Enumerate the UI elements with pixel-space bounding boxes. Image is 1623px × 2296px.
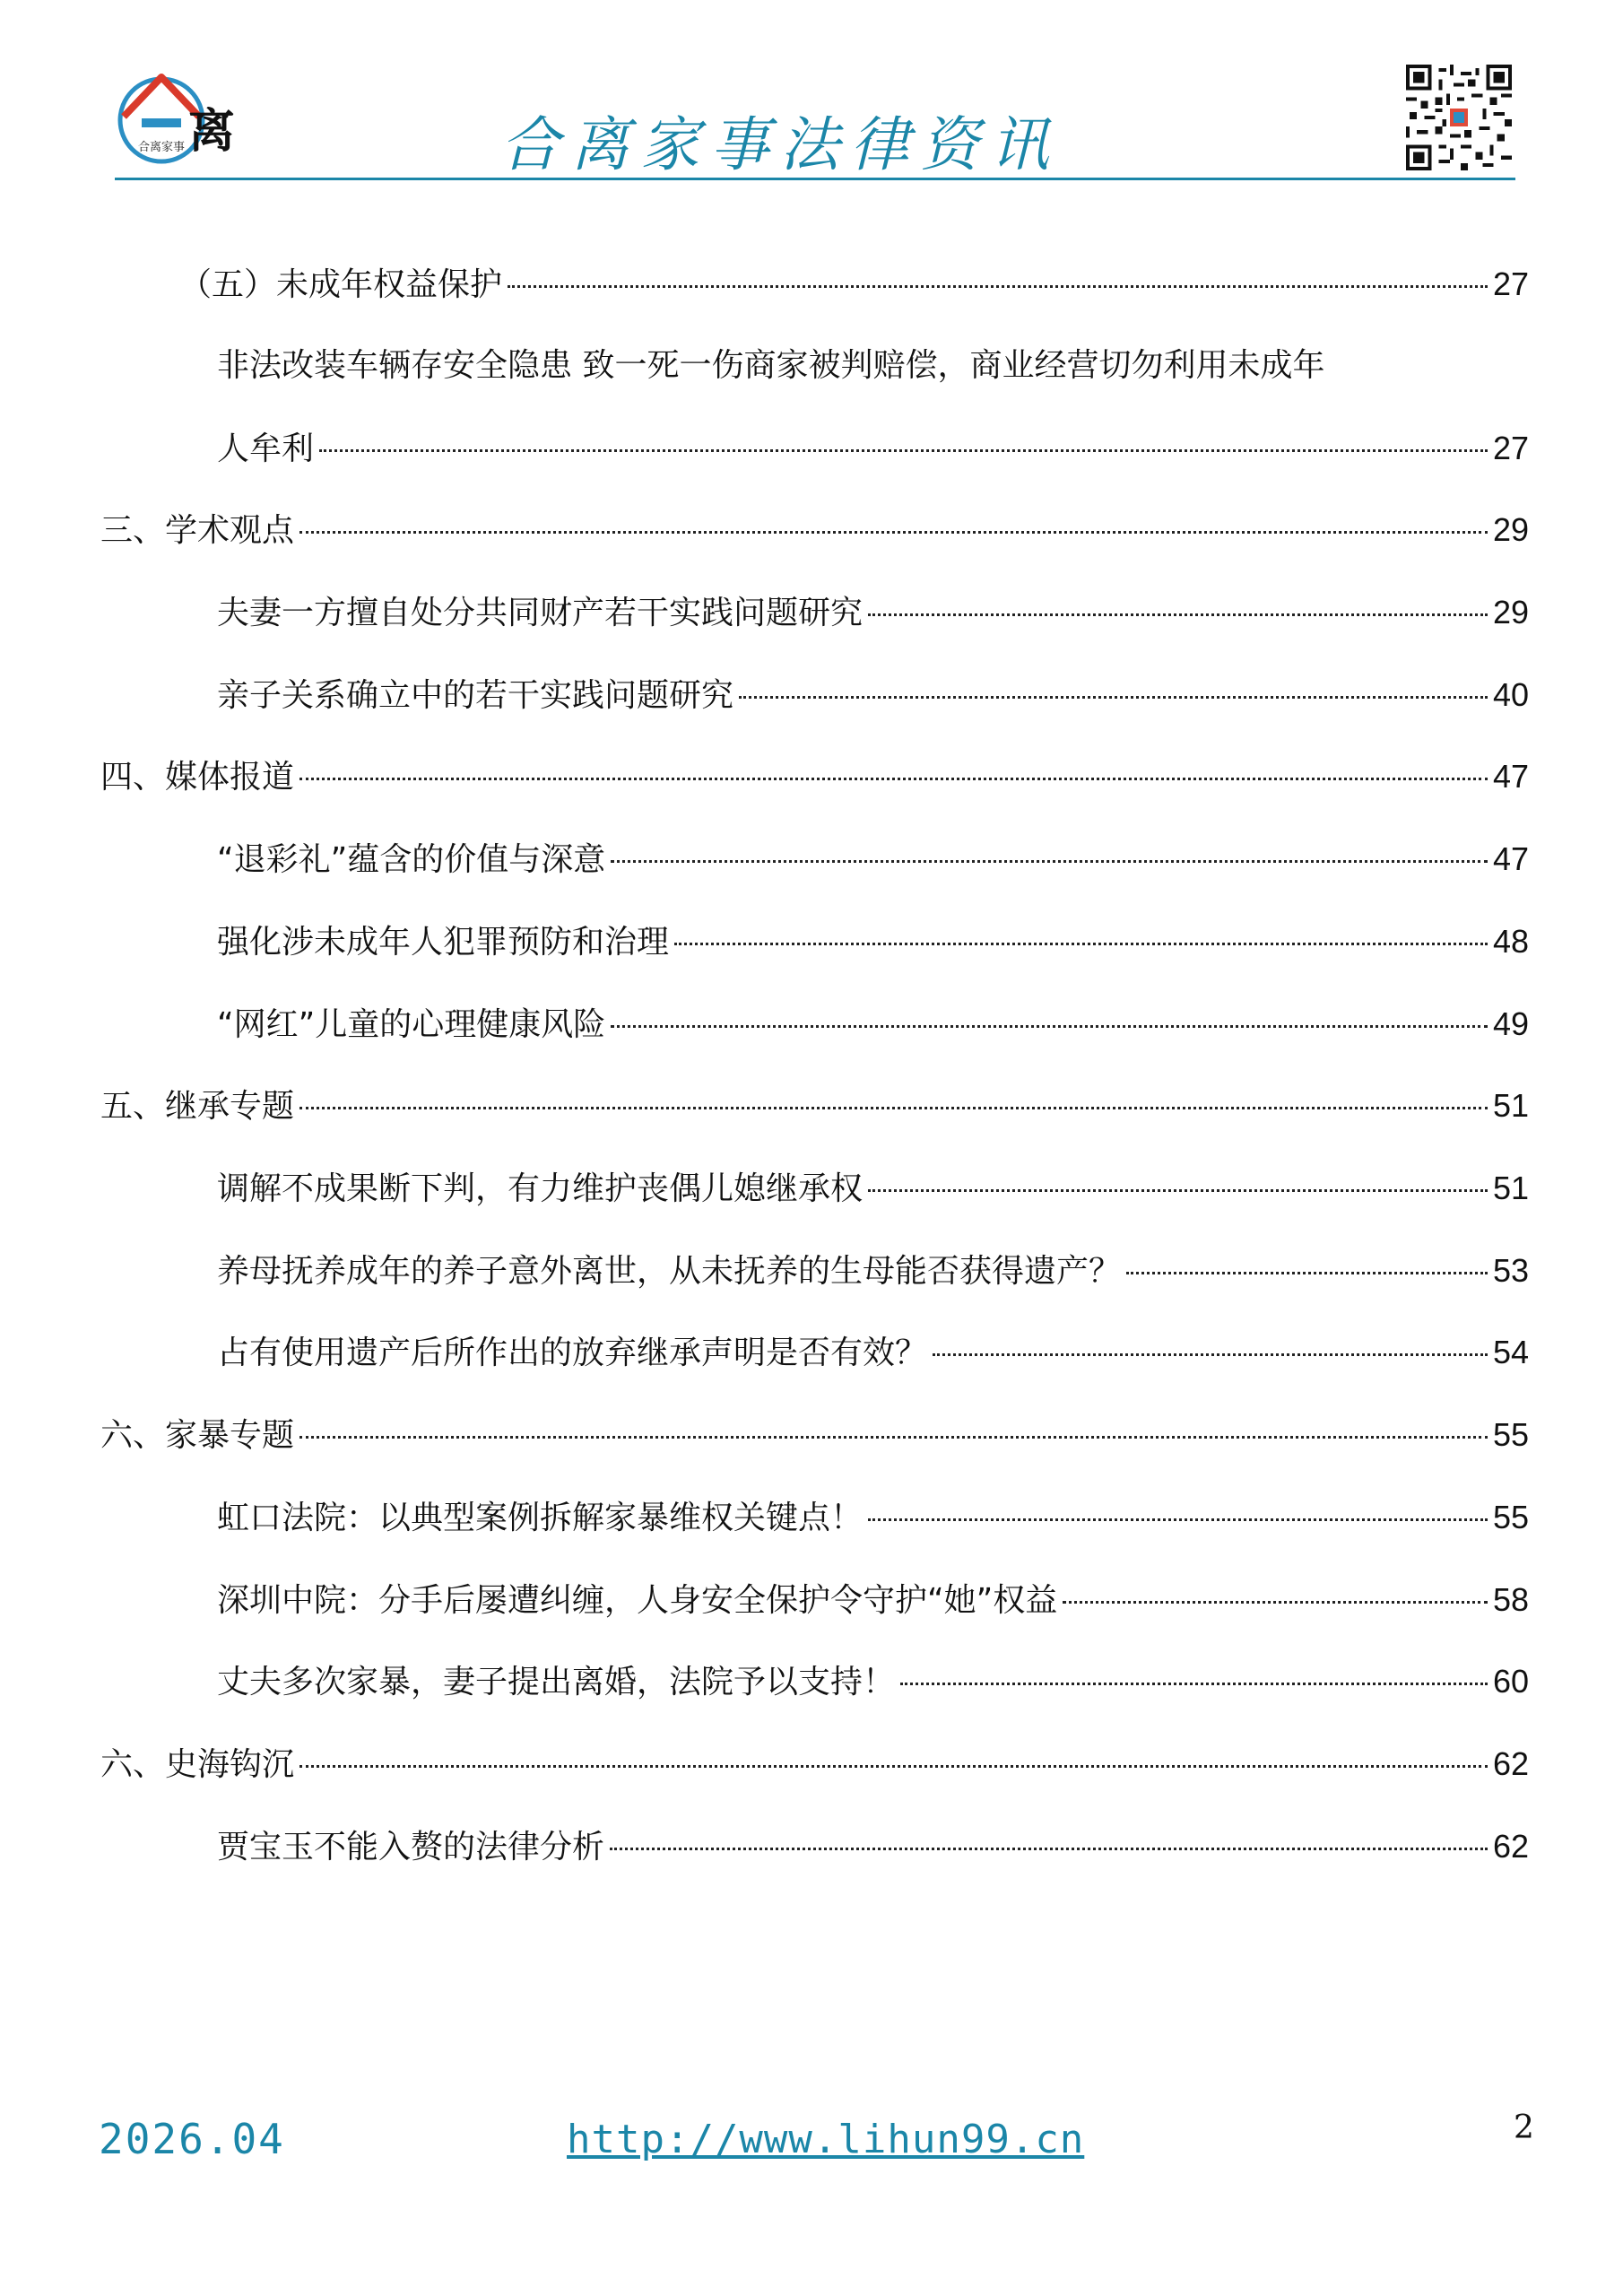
toc-entry-title: 人牟利 xyxy=(217,430,315,467)
toc-entry-title: 贾宝玉不能入赘的法律分析 xyxy=(217,1829,605,1866)
toc-dot-leader xyxy=(1063,1601,1488,1604)
toc-entry-page: 29 xyxy=(1492,594,1529,631)
toc-entry[interactable] xyxy=(217,1820,1529,1874)
toc-section[interactable] xyxy=(100,1737,1529,1791)
toc-entry-title: 占有使用遗产后所作出的放弃继承声明是否有效？ xyxy=(217,1335,928,1371)
toc-dot-leader xyxy=(611,860,1488,863)
toc-entry-title: 夫妻一方擅自处分共同财产若干实践问题研究 xyxy=(217,595,864,631)
toc-entry-page: 49 xyxy=(1492,1005,1529,1042)
toc-entry-page: 27 xyxy=(1492,430,1529,466)
toc-section-title: 五、继承专题 xyxy=(100,1088,295,1125)
qr-code-icon xyxy=(1406,65,1512,170)
toc-entry-page: 51 xyxy=(1492,1087,1529,1124)
svg-text:离: 离 xyxy=(187,105,236,159)
toc-entry-page: 62 xyxy=(1492,1745,1529,1782)
toc-dot-leader xyxy=(933,1353,1488,1356)
toc-entry-page: 53 xyxy=(1492,1252,1529,1289)
toc-entry-page: 58 xyxy=(1492,1581,1529,1618)
toc-entry-page: 47 xyxy=(1492,840,1529,877)
toc-entry-page: 54 xyxy=(1492,1334,1529,1370)
toc-entry-page: 60 xyxy=(1492,1663,1529,1700)
toc-entry[interactable] xyxy=(217,832,1529,886)
publication-title: 合离家事法律资讯 xyxy=(500,110,1060,179)
publication-logo xyxy=(115,65,249,172)
toc-entry[interactable] xyxy=(217,1161,1529,1215)
website-link[interactable]: http://www.lihun99.cn xyxy=(567,2117,1085,2162)
toc-dot-leader xyxy=(611,1025,1488,1028)
toc-entry[interactable] xyxy=(217,915,1529,969)
toc-dot-leader xyxy=(319,449,1488,452)
toc-entry-title: 虹口法院：以典型案例拆解家暴维权关键点！ xyxy=(217,1500,864,1536)
toc-entry[interactable] xyxy=(217,668,1529,722)
toc-dot-leader xyxy=(299,1765,1488,1768)
toc-entry-title: （五）未成年权益保护 xyxy=(179,266,503,303)
toc-dot-leader xyxy=(674,943,1488,945)
toc-entry[interactable] xyxy=(217,586,1529,639)
toc-dot-leader xyxy=(900,1683,1488,1685)
toc-entry-page: 55 xyxy=(1492,1499,1529,1535)
toc-entry-title: 丈夫多次家暴，妻子提出离婚，法院予以支持！ xyxy=(217,1664,896,1700)
toc-entry-page: 51 xyxy=(1492,1170,1529,1206)
toc-section[interactable] xyxy=(100,1408,1529,1462)
toc-entry-title: 养母抚养成年的养子意外离世，从未抚养的生母能否获得遗产？ xyxy=(217,1253,1122,1290)
toc-section-title: 三、学术观点 xyxy=(100,512,295,549)
toc-dot-leader xyxy=(508,285,1488,288)
toc-entry-title: “网红”儿童的心理健康风险 xyxy=(217,1006,606,1043)
toc-section[interactable] xyxy=(100,1079,1529,1133)
toc-dot-leader xyxy=(1126,1272,1488,1274)
toc-entry[interactable] xyxy=(217,422,1529,475)
toc-dot-leader xyxy=(868,1518,1488,1521)
toc-section-title: 四、媒体报道 xyxy=(100,759,295,796)
header-divider xyxy=(115,178,1515,180)
toc-dot-leader xyxy=(299,1436,1488,1439)
toc-entry-page: 29 xyxy=(1492,511,1529,548)
toc-entry[interactable] xyxy=(217,1244,1529,1298)
toc-entry[interactable] xyxy=(217,1655,1529,1709)
toc-dot-leader xyxy=(299,531,1488,534)
toc-entry-page: 27 xyxy=(1492,265,1529,302)
toc-dot-leader xyxy=(868,1189,1488,1192)
toc-section[interactable] xyxy=(100,503,1529,557)
toc-section[interactable] xyxy=(100,750,1529,804)
toc-section-title: 六、家暴专题 xyxy=(100,1417,295,1454)
toc-entry-page: 48 xyxy=(1492,923,1529,960)
toc-entry-page: 40 xyxy=(1492,676,1529,713)
toc-entry-title: 亲子关系确立中的若干实践问题研究 xyxy=(217,677,734,714)
toc-dot-leader xyxy=(739,696,1488,699)
svg-text:合离家事: 合离家事 xyxy=(137,141,186,154)
toc-entry[interactable] xyxy=(217,1326,1529,1379)
toc-entry-page: 55 xyxy=(1492,1416,1529,1453)
page-header xyxy=(0,0,1623,188)
toc-entry[interactable] xyxy=(217,997,1529,1051)
toc-dot-leader xyxy=(610,1848,1488,1850)
issue-date: 2026.04 xyxy=(99,2115,285,2163)
toc-entry-title: “退彩礼”蕴含的价值与深意 xyxy=(217,841,606,878)
toc-entry-title: 强化涉未成年人犯罪预防和治理 xyxy=(217,924,670,961)
toc-entry-title: 调解不成果断下判，有力维护丧偶儿媳继承权 xyxy=(217,1170,864,1207)
toc-entry-title-line[interactable]: 非法改装车辆存安全隐患 致一死一伤商家被判赔偿，商业经营切勿利用未成年 xyxy=(217,347,1325,384)
toc-dot-leader xyxy=(868,613,1488,616)
toc-section-title: 六、史海钩沉 xyxy=(100,1746,295,1783)
toc-entry-title: 深圳中院：分手后屡遭纠缠，人身安全保护令守护“她”权益 xyxy=(217,1582,1058,1619)
page-number: 2 xyxy=(1514,2109,1534,2146)
toc-entry[interactable] xyxy=(179,257,1529,311)
toc-dot-leader xyxy=(299,1107,1488,1109)
toc-dot-leader xyxy=(299,778,1488,780)
toc-entry-page: 62 xyxy=(1492,1828,1529,1865)
toc-entry[interactable] xyxy=(217,1573,1529,1627)
toc-entry-page: 47 xyxy=(1492,758,1529,795)
toc-entry[interactable] xyxy=(217,1491,1529,1544)
